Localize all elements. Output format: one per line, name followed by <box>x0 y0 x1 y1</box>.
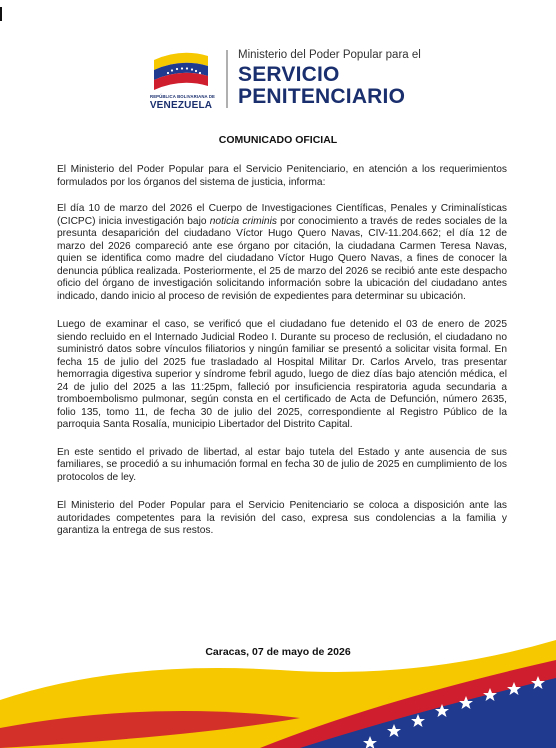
service-title-line2: PENITENCIARIO <box>238 85 406 108</box>
document-body <box>57 164 507 552</box>
paragraph-case-review: Luego de examinar el caso, se verificó que el ciudadano fue detenido el 03 de enero de 2025 siendo recluido en el Internado Judicial Rodeo I. Durante su proceso de reclusión, el ciudadano no suministró datos sobre vínculos filiatorios y ningún familiar se presentó a solicitar visita formal. En fecha 15 de julio del 2025 fue trasladado al Hospital Militar Dr. Carlos Arvelo, tras presentar hemorragia digestiva superior y síndrome febril agudo, luego de diez días bajo atención médica, el 24 de julio del 2025 a las 11:25pm, falleció por insuficiencia respiratoria aguda secundaria a tromboembolismo pulmonar, según consta en el certificado de Acta de Defunción, número 2635, folio 135, tomo 11, de fecha 30 de julio del 2025, correspondiente al Registro Público de la parroquia Santa Rosalía, municipio Libertador del Distrito Capital. <box>57 319 507 430</box>
paragraph-investigation-part2: por conocimiento a través de redes sociales de la presunta desaparición del ciudadano Víctor Hugo Quero Navas, CIV-11.204.662; el día 12 de marzo del 2026 compareció ante ese órgano por citación, la ciudadana Carmen Teresa Navas, quien se identifica como madre del ciudadano Víctor Hugo Quero Navas, a fines de conocer la denuncia pública realizada. Posteriormente, el 25 de marzo del 2026 se recibió ante este despacho oficio del órgano de investigación solicitando información sobre la ubicación del ciudadano antes indicado, dando inicio al proceso de revisión de expedientes para determinar su ubicación. <box>57 215 507 302</box>
noticia-criminis-term: noticia criminis <box>209 215 277 227</box>
flag-caption-venezuela: VENEZUELA <box>149 100 213 111</box>
letterhead <box>0 44 556 114</box>
document-title: COMUNICADO OFICIAL <box>218 134 338 146</box>
ministry-line: Ministerio del Poder Popular para el <box>238 49 421 61</box>
service-title-line1: SERVICIO <box>238 63 340 86</box>
flag-caption-small: REPÚBLICA BOLIVARIANA DE <box>150 94 216 99</box>
paragraph-disposition: El Ministerio del Poder Popular para el Servicio Penitenciario se coloca a disposición ante las autoridades competentes para la revisión del caso, expresa sus condolencias a la familia y garantiza la entrega de sus restos. <box>57 500 507 536</box>
paragraph-intro: El Ministerio del Poder Popular para el Servicio Penitenciario, en atención a los requerimientos formulados por los órganos del sistema de justicia, informa: <box>57 164 507 188</box>
closing-place-date: Caracas, 07 de mayo de 2026 <box>205 646 351 658</box>
paragraph-investigation-part1: El día 10 de marzo del 2026 el Cuerpo de Investigaciones Científicas, Penales y Criminalísticas (CICPC) inicia investigación bajo <box>57 203 507 227</box>
header-divider <box>226 50 228 108</box>
corner-mark <box>0 7 2 21</box>
paragraph-investigation <box>57 203 507 303</box>
paragraph-burial: En este sentido el privado de libertad, al estar bajo tutela del Estado y ante ausencia de sus familiares, se procedió a su inhumación formal en fecha 30 de julio de 2025 en cumplimiento de los protocolos de ley. <box>57 446 507 483</box>
